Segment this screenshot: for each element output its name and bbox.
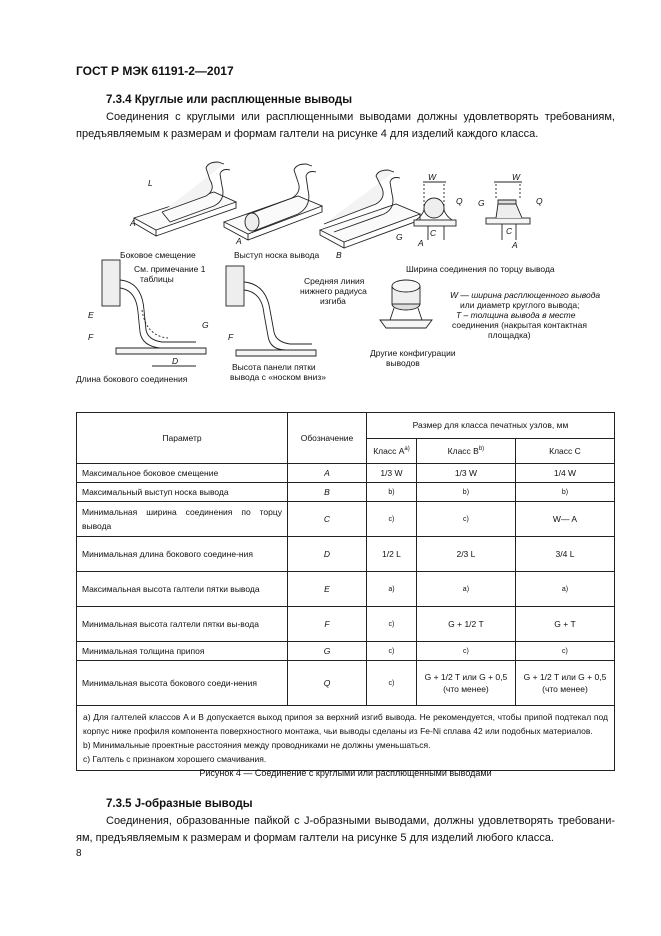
cell-symbol: F [288,607,367,642]
requirements-table [76,412,615,771]
label-mid-line-1: Средняя линия [304,276,365,286]
label-w-def-2: или диаметр круглого вывода; [460,300,580,310]
cell-symbol: G [288,642,367,661]
cell-class-c: G + 1/2 T или G + 0,5 (что менее) [515,661,614,706]
cell-class-a: c) [367,607,417,642]
cell-class-a: 1/3 W [367,464,417,483]
cell-class-c: 3/4 L [515,537,614,572]
section-7-3-4-paragraph [76,109,615,143]
label-F-2: F [228,332,234,342]
section-7-3-5-paragraph [76,813,615,847]
label-E: E [88,310,94,320]
label-other-configs-1: Другие конфигурации [370,348,456,358]
cell-class-c: 1/4 W [515,464,614,483]
figure-caption: Рисунок 4 — Соединение с круглыми или расплющенными выводами [199,768,492,778]
label-see-note: См. примечание 1 [134,264,206,274]
table-row [77,642,615,661]
label-C: C [430,228,437,238]
cell-class-b: a) [416,572,515,607]
cell-param: Минимальная высота бокового соеди-нения [77,661,288,706]
cell-class-a: c) [367,502,417,537]
cell-class-c: b) [515,483,614,502]
section-title-7-3-4: 7.3.4 Круглые или расплющенные выводы [106,94,353,106]
header-class-c: Класс C [515,438,614,464]
cell-class-b: c) [416,642,515,661]
label-t-def-3: площадка) [488,330,531,340]
label-side-offset: Боковое смещение [120,250,196,260]
label-t-def-2: соединения (накрытая контактная [452,320,587,330]
cell-class-a: a) [367,572,417,607]
label-other-configs-2: выводов [386,358,420,368]
cell-class-a: c) [367,642,417,661]
table-note-a: a) Для галтелей классов A и B допускается выход припоя за верхний изгиб вывода. Не рекомендуется, чтобы припой подтекал под корпус ниже профиля компонента поверхностного монтажа, чьи выводы сделаны из Fe-Ni сплава 42 или подобных материалов. [83,712,608,736]
cell-param: Минимальная длина бокового соедине-ния [77,537,288,572]
cell-class-c: W— A [515,502,614,537]
table-note-b: b) Минимальные проектные расстояния между проводниками не должны уменьшаться. [83,740,431,750]
label-t-def-1: T – толщина вывода в месте [456,310,576,320]
cell-class-a: b) [367,483,417,502]
label-w-def-1: W — ширина расплющенного вывода [450,290,601,300]
table-note-c: c) Галтель с признаком хорошего смачивания. [83,754,267,764]
cell-symbol: B [288,483,367,502]
cell-param: Минимальная толщина припоя [77,642,288,661]
label-C-2: C [506,226,513,236]
figure-4-diagram [76,160,616,392]
header-class-a: Класс $A^{а)}$ [367,438,417,464]
table-notes [77,706,615,771]
label-A-3: A [418,238,424,248]
label-Q: Q [456,196,463,206]
table-header-row [77,413,615,439]
cell-param: Минимальная ширина соединения по торцу вывода [77,502,288,537]
cell-class-b: 2/3 L [416,537,515,572]
cell-param: Максимальное боковое смещение [77,464,288,483]
page-number: 8 [76,848,82,859]
label-A-2: A [236,236,242,246]
table-row [77,572,615,607]
label-heel-height-2: вывода с «носком вниз» [230,372,326,382]
cell-symbol: A [288,464,367,483]
label-D: D [172,356,179,366]
cell-class-b: b) [416,483,515,502]
table-row [77,537,615,572]
header-size: Размер для класса печатных узлов, мм [367,413,615,439]
cell-class-c: a) [515,572,614,607]
label-A: A [130,218,136,228]
header-symbol: Обозначение [288,413,367,464]
label-G: G [478,198,485,208]
cell-class-b: G + 1/2 T [416,607,515,642]
paragraph-line: Соединения, образованные пайкой с J-образными выводами, должны удовлетворять требовани- [106,815,615,827]
cell-symbol: C [288,502,367,537]
cell-param: Максимальная высота галтели пятки вывода [77,572,288,607]
paragraph-line: ям, предъявляемым к размерам и формам галтели на рисунке 5 для изделий любого класса. [76,832,554,844]
header-param: Параметр [77,413,288,464]
cell-class-c: c) [515,642,614,661]
document-header: ГОСТ Р МЭК 61191-2—2017 [76,64,234,78]
cell-param: Минимальная высота галтели пятки вы-вода [77,607,288,642]
paragraph-line: предъявляемым к размерам и формам галтели на рисунке 4 для изделий каждого класса. [76,128,539,140]
cell-param: Максимальный выступ носка вывода [77,483,288,502]
cell-symbol: Q [288,661,367,706]
label-L: L [148,178,153,188]
cell-class-b: c) [416,502,515,537]
section-title-7-3-5: 7.3.5 J-образные выводы [106,798,253,810]
cell-symbol: D [288,537,367,572]
label-toe-overhang: Выступ носка вывода [234,250,320,260]
table-row [77,607,615,642]
label-table-word: таблицы [140,274,174,284]
label-G-2: G [396,232,403,242]
label-G-3: G [202,320,209,330]
label-W: W [428,172,437,182]
label-A-4: A [512,240,518,250]
label-side-joint-length: Длина бокового соединения [76,374,188,384]
table-row [77,661,615,706]
label-end-joint-width: Ширина соединения по торцу вывода [406,264,555,274]
cell-class-c: G + T [515,607,614,642]
table-row [77,464,615,483]
table-row [77,483,615,502]
cell-class-a: c) [367,661,417,706]
label-Q-2: Q [536,196,543,206]
label-heel-height-1: Высота панели пятки [232,362,316,372]
table-notes-row [77,706,615,771]
label-mid-line-2: нижнего радиуса [300,286,367,296]
header-class-b: Класс $B^{b)}$ [416,438,515,464]
paragraph-line: Соединения с круглыми или расплющенными выводами должны удовлетворять требованиям, [106,111,615,123]
cell-class-a: 1/2 L [367,537,417,572]
label-F: F [88,332,94,342]
label-W-2: W [512,172,521,182]
table-row [77,502,615,537]
cell-class-b: 1/3 W [416,464,515,483]
cell-symbol: E [288,572,367,607]
label-mid-line-3: изгиба [320,296,346,306]
label-B: B [336,250,342,260]
cell-class-b: G + 1/2 T или G + 0,5 (что менее) [416,661,515,706]
